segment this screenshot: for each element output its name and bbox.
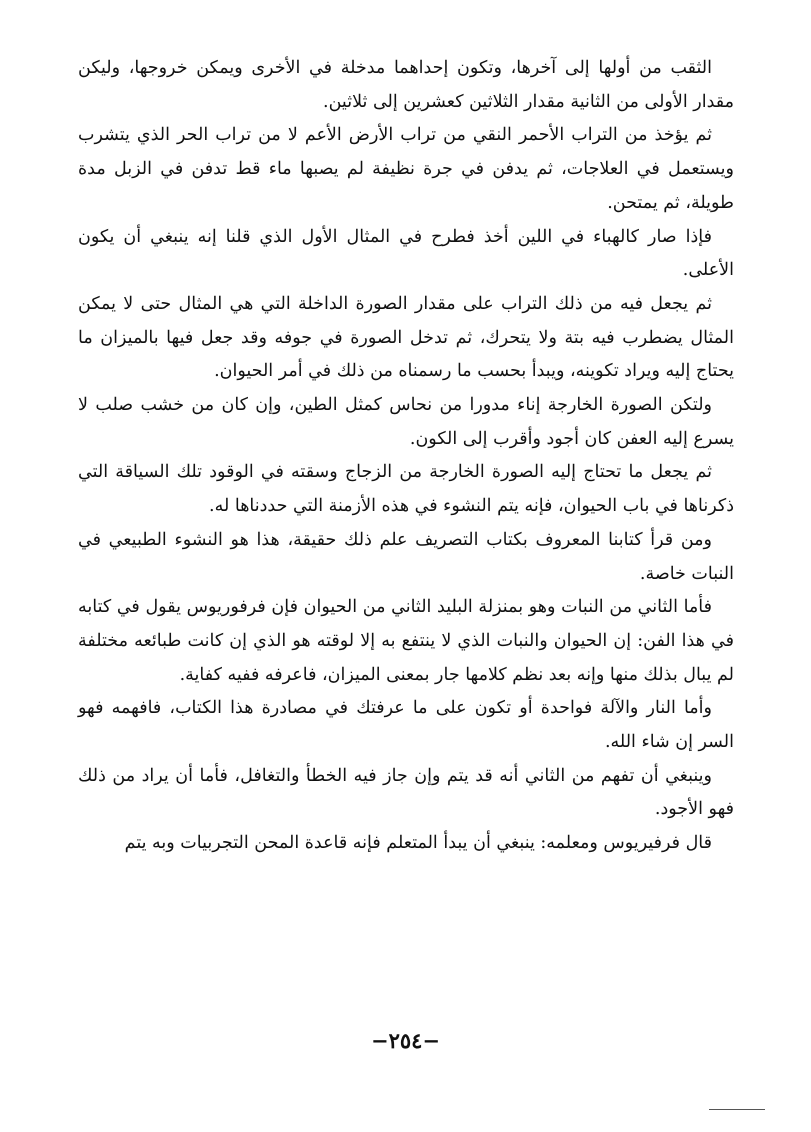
paragraph-7: ومن قرأ كتابنا المعروف بكتاب التصريف علم ذلك حقيقة، هذا هو النشوء الطبيعي في النبات خاصة. [78, 529, 734, 584]
paragraph-3: فإذا صار كالهباء في اللين أخذ فطرح في المثال الأول الذي قلنا إنه ينبغي أن يكون الأعلى. [78, 226, 734, 281]
paragraph-8: فأما الثاني من النبات وهو بمنزلة البليد الثاني من الحيوان فإن فرفوريوس يقول في كتابه في هذا الفن: إن الحيوان والنبات الذي لا ينتفع به إلا لوقته هو الذي إن كانت طبائعه مختلفة لم يبال بذلك منها وإنه بعد نظم كلامها جار بمعنى الميزان، فاعرفه ففيه كفاية. [78, 597, 734, 685]
paragraph-1: الثقب من أولها إلى آخرها، وتكون إحداهما مدخلة في الأخرى ويمكن خروجها، وليكن مقدار الأولى من الثانية مقدار الثلاثين كعشرين إلى ثلاثين. [78, 58, 734, 112]
paragraph-4: ثم يجعل فيه من ذلك التراب على مقدار الصورة الداخلة التي هي المثال حتى لا يمكن المثال يضطرب فيه بتة ولا يتحرك، ثم تدخل الصورة في جوفه وقد جعل فيها بالميزان ما يحتاج إليه ويراد تكوينه، ويبدأ بحسب ما رسمناه من ذلك في أمر الحيوان. [78, 293, 734, 382]
paragraph-10: وينبغي أن تفهم من الثاني أنه قد يتم وإن جاز فيه الخطأ والتغافل، فأما أن يراد من ذلك فهو الأجود. [78, 765, 734, 820]
paragraph-2: ثم يؤخذ من التراب الأحمر النقي من تراب الأرض الأعم لا من تراب الحر الذي يتشرب ويستعمل في العلاجات، ثم يدفن في جرة نظيفة لم يصبها ماء قط تدفن في الزبل مدة طويلة، ثم يمتحن. [78, 125, 734, 213]
paragraph-6: ثم يجعل ما تحتاج إليه الصورة الخارجة من الزجاج وسقته في الوقود تلك السياقة التي ذكرناها في باب الحيوان، فإنه يتم النشوء في هذه الأزمنة التي حددناها له. [78, 462, 734, 517]
page-number: −٢٥٤− [370, 1028, 441, 1053]
paragraph-5: ولتكن الصورة الخارجة إناء مدورا من نحاس كمثل الطين، وإن كان من خشب صلب لا يسرع إليه العفن كان أجود وأقرب إلى الكون. [78, 395, 734, 449]
paragraph-9: وأما النار والآلة فواحدة أو تكون على ما عرفتك في مصادرة هذا الكتاب، فافهمه فهو السر إن شاء الله. [78, 698, 734, 753]
paragraph-11: قال فرفيريوس ومعلمه: ينبغي أن يبدأ المتعلم فإنه قاعدة المحن التجربيات وبه يتم [124, 833, 712, 854]
footer-rule [709, 1109, 765, 1110]
body-text [78, 52, 734, 861]
